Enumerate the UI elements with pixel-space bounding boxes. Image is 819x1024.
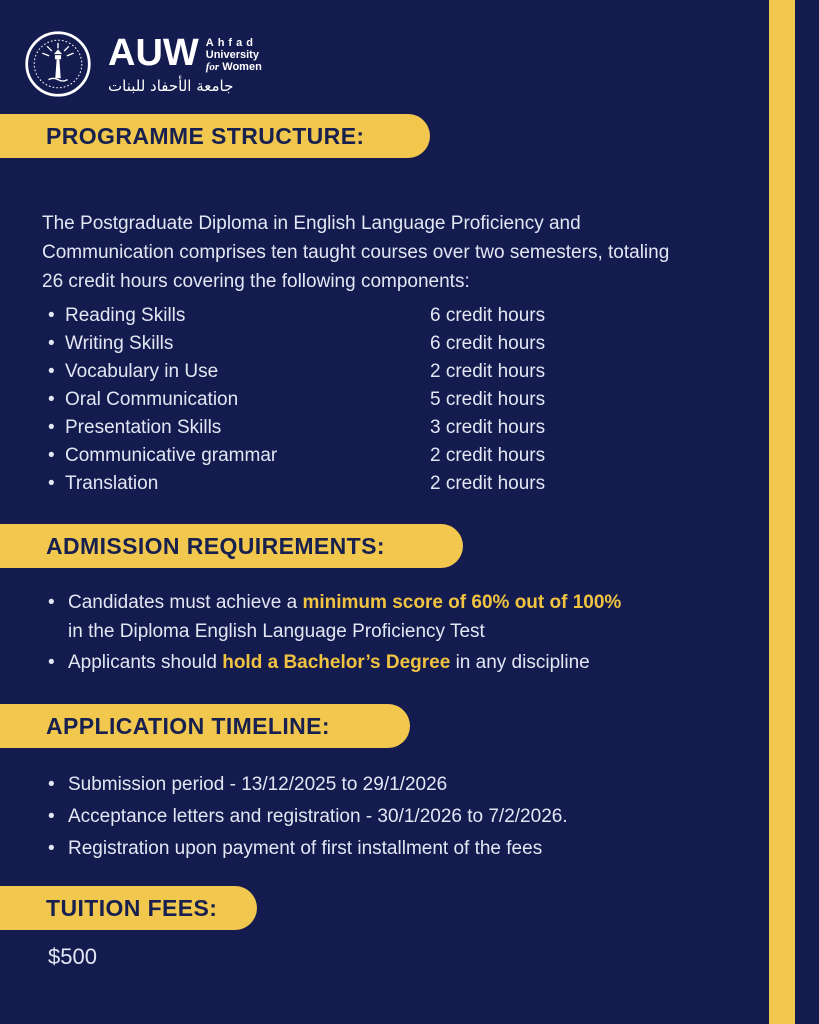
course-credits: 6 credit hours (430, 305, 546, 326)
course-credits: 6 credit hours (430, 333, 546, 354)
admission-requirements-list (42, 588, 628, 679)
requirement-text: Applicants should (68, 652, 223, 673)
course-credit-list (42, 302, 545, 498)
bullet-icon: • (48, 473, 55, 494)
tuition-fees-title: TUITION FEES: (46, 894, 218, 921)
course-row (42, 442, 545, 470)
admission-requirements-title: ADMISSION REQUIREMENTS: (46, 532, 385, 559)
course-name: Reading Skills (65, 305, 186, 326)
course-row (42, 330, 545, 358)
bullet-icon: • (48, 389, 55, 410)
logo-arabic-name: جامعة الأحفاد للبنات (108, 77, 234, 95)
application-timeline-banner (0, 704, 410, 748)
programme-structure-banner (0, 114, 430, 158)
logo-name-line2: University (205, 49, 259, 61)
requirement-text: Candidates must achieve a (68, 592, 303, 613)
logo-name-for-word: for (205, 61, 220, 73)
bullet-icon: • (48, 333, 55, 354)
requirement-highlight: minimum score of 60% out of 100% (302, 592, 622, 613)
admission-requirements-banner (0, 524, 463, 568)
course-name: Communicative grammar (65, 445, 278, 466)
bullet-icon: • (48, 417, 55, 438)
right-edge-accent-stripe (769, 0, 795, 1024)
timeline-item: • Acceptance letters and registration - 30/1/2026 to 7/2/2026. (42, 802, 568, 832)
tuition-fees-banner (0, 886, 257, 930)
course-row (42, 302, 545, 330)
application-timeline-list (42, 770, 568, 866)
programme-intro-paragraph: The Postgraduate Diploma in English Language Proficiency and Communication comprises ten taught courses over two semesters, totaling 26 credit hours covering the following components: (42, 213, 670, 292)
course-credits: 3 credit hours (430, 417, 546, 438)
course-credits: 2 credit hours (430, 361, 546, 382)
course-row (42, 386, 545, 414)
course-name: Oral Communication (65, 389, 239, 410)
bullet-icon: • (48, 305, 55, 326)
course-name: Translation (65, 473, 159, 494)
course-name: Vocabulary in Use (65, 361, 219, 382)
course-credits: 2 credit hours (430, 445, 546, 466)
bullet-icon: • (48, 361, 55, 382)
bullet-icon: • (48, 445, 55, 466)
course-credits: 2 credit hours (430, 473, 546, 494)
application-timeline-title: APPLICATION TIMELINE: (46, 712, 330, 739)
logo-name-line3 (206, 61, 262, 73)
course-credits: 5 credit hours (430, 389, 546, 410)
course-name: Writing Skills (65, 333, 174, 354)
logo-acronym: AUW (108, 32, 199, 74)
logo-name-line1: Ahfad (205, 37, 257, 49)
admission-requirement-item (42, 588, 628, 646)
timeline-item: • Submission period - 13/12/2025 to 29/1/2026 (42, 770, 568, 800)
logo-name-women-word: Women (222, 61, 262, 73)
university-logo (24, 30, 262, 98)
requirement-text: in any discipline (450, 652, 590, 673)
course-row (42, 414, 545, 442)
requirement-highlight: hold a Bachelor’s Degree (222, 652, 451, 673)
timeline-item: • Registration upon payment of first installment of the fees (42, 834, 568, 864)
programme-structure-title: PROGRAMME STRUCTURE: (46, 122, 365, 149)
course-name: Presentation Skills (65, 417, 222, 438)
university-seal-lighthouse-icon (24, 30, 92, 98)
logo-text-block (108, 30, 262, 95)
tuition-amount: $500 (48, 944, 97, 969)
course-row (42, 470, 545, 498)
logo-university-name (206, 36, 262, 73)
requirement-text: in the Diploma English Language Proficiency Test (68, 621, 485, 642)
admission-requirement-item (42, 648, 628, 677)
course-row (42, 358, 545, 386)
